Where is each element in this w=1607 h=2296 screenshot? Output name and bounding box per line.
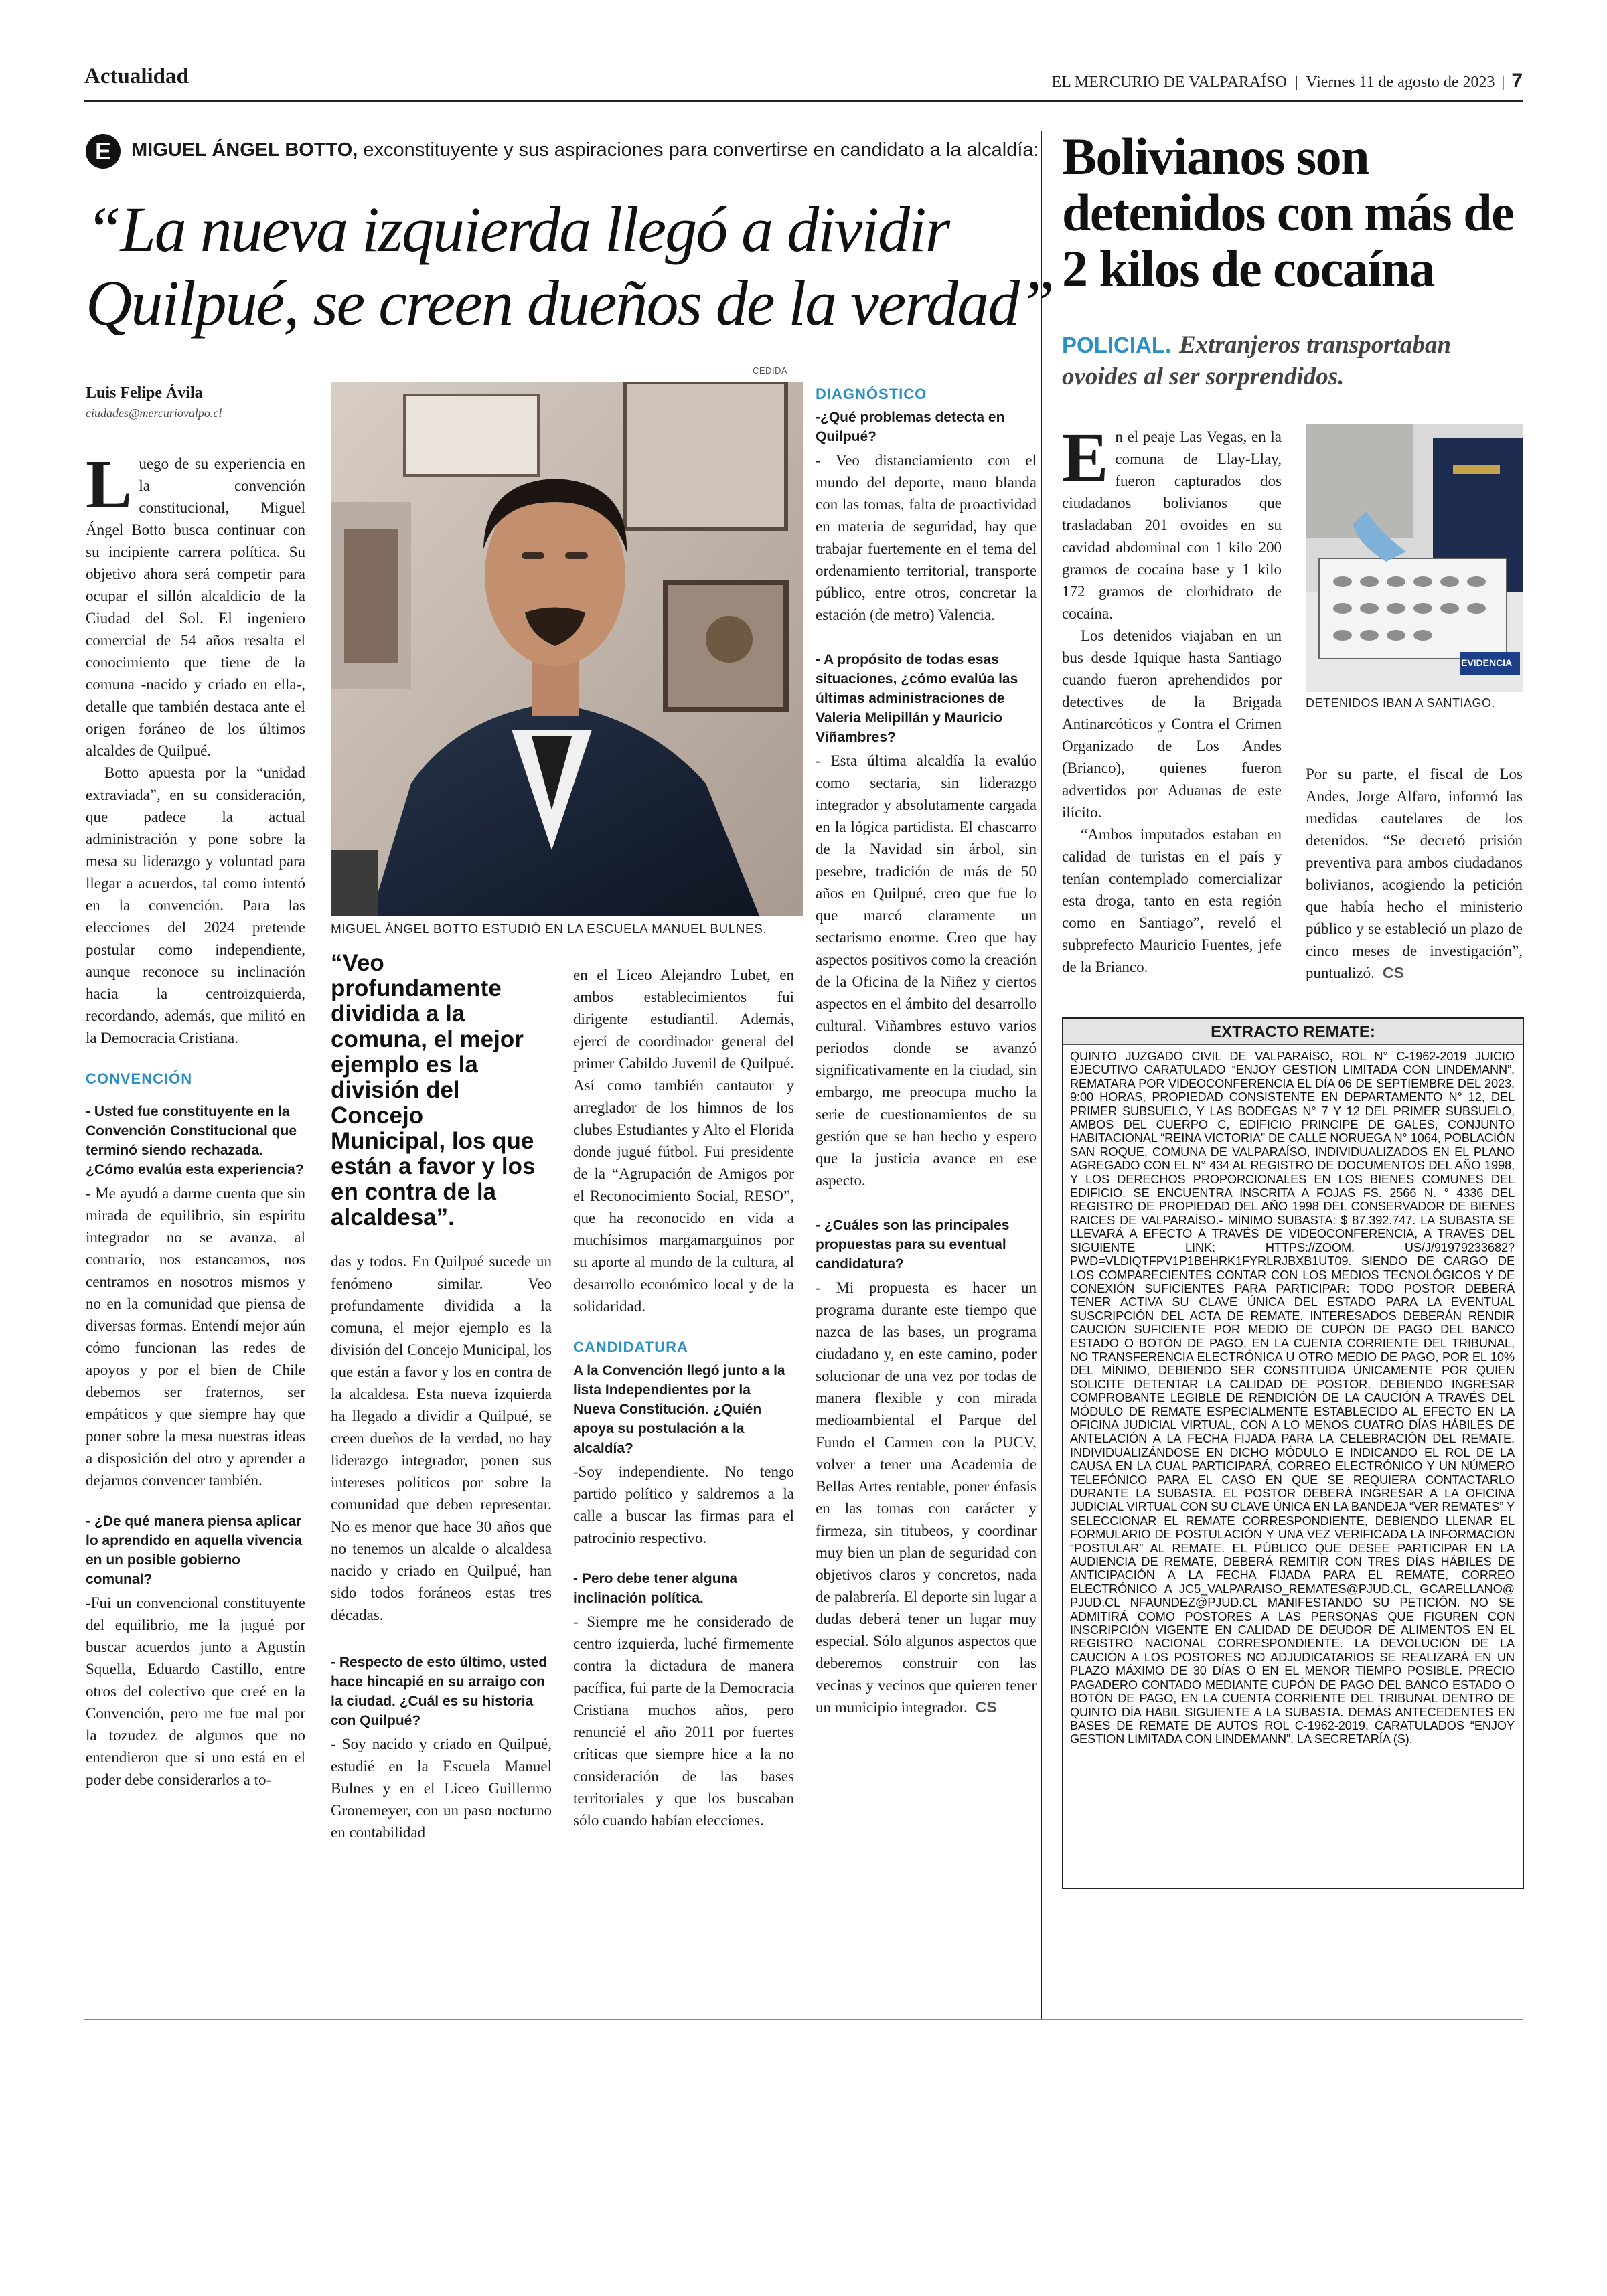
article-column-1 bbox=[86, 446, 305, 1791]
kicker-line bbox=[86, 134, 1037, 174]
side-photo-caption: DETENIDOS IBAN A SANTIAGO. bbox=[1306, 696, 1496, 710]
interview-answer: en el Liceo Alejandro Lubet, en ambos establecimientos fui dirigente estudiantil. Además, ejercí de coordinador general del primer Cabildo Juvenil de Quilpué. Así como también cantautor y arreglador de los himnos de los clubes Estudiantes y Alto el Florida donde jugué fútbol. Fui presidente de la “Agrupación de Amigos por el Reconocimiento Social, RESO”, que ha reconocido en vida a muchísimos margamarguinos por su aporte al mundo de la cultura, al desarrollo económico local y de la solidaridad. bbox=[573, 967, 794, 1315]
side-column-1 bbox=[1062, 419, 1282, 978]
interview-answer: - Mi propuesta es hacer un programa durante este tiempo que nazca de las bases, un programa ciudadano y, en este camino, poder solucionar de una vez por todas de manera flexible y con mirada medioambiental el Parque del Fundo el Carmen con la PUCV, volver a tener una Academia de Bellas Artes rentable, poner énfasis en las tomas con carácter y firmeza, sin titubeos, y coordinar muy bien un plan de seguridad con objetivos claros y concretos, nada de palabrería. El deporte sin lugar a dudas deberá tener un lugar muy especial. Sólo algunos aspectos que deberemos construir con las vecinas y vecinos que quieren tener un municipio integrador. CS bbox=[816, 1279, 1037, 1716]
interview-answer: das y todos. En Quilpué sucede un fenómeno similar. Veo profundamente dividida a la comuna, el mejor ejemplo es la división del Concejo Municipal, los que están a favor y los en contra de la alcaldesa. Esta nueva izquierda ha llegado a dividir a Quilpué, se creen dueños de la verdad, no hay liderazgo integrador, ponen sus intereses políticos por sobre la comunidad que deben representar. No es menor que hace 30 años que no tenemos un alcalde o alcaldesa nacido y criado en Quilpué, han sido todos foráneos estas tres décadas. bbox=[331, 1253, 552, 1623]
paragraph: Botto apuesta por la “unidad extraviada”, en su consideración, que padece la actual administración y pone sobre la mesa su liderazgo y voluntad para llegar a acuerdos, tal como intentó en la convención. Para las elecciones del 2024 pretende postular como independiente, aunque reconoce su inclinación hacia la centroizquierda, recordando, además, que militó en la Democracia Cristiana. bbox=[86, 764, 305, 1046]
interview-answer: - Siempre me he considerado de centro izquierda, luché firmemente contra la dictadura de manera pacífica, fui parte de la Democracia Cristiana muchos años, pero renuncié el año 2011 por fuertes críticas que siempre hice a la no consideración de las bases territoriales y que los buscaban sólo cuando habían elecciones. bbox=[573, 1613, 794, 1829]
column-divider bbox=[1041, 131, 1042, 2019]
article-column-3 bbox=[573, 964, 794, 1831]
author-name: Luis Felipe Ávila bbox=[86, 384, 203, 402]
section-head-convencion: CONVENCIÓN bbox=[86, 1070, 193, 1087]
end-mark: CS bbox=[1382, 964, 1404, 981]
side-deck bbox=[1062, 329, 1524, 392]
interview-answer: - Me ayudó a darme cuenta que sin mirada de equilibrio, sin espíritu integrador no se avanza, al contrario, nos estancamos, nos centramos en nosotros mismos y no en la comunidad que piensa de diversas formas. Entendí mejor aún cómo funcionan las redes de apoyos y por el bien de Chile debemos ser fraternos, ser empáticos y que siempre hay que poner sobre la mesa nuestras ideas a disposición del otro y aprender a dejarnos convencer también. bbox=[86, 1185, 305, 1489]
masthead-line: EL MERCURIO DE VALPARAÍSO | Viernes 11 de agosto de 2023 | 7 bbox=[1051, 70, 1523, 92]
interview-answer: - Esta última alcaldía la evalúo como sectaria, sin liderazgo integrador y absolutamente cargada en la lógica partidista. El chascarro de la Navidad sin árbol, sin pesebre, tradición de más de 50 años en Quilpué, creo que fue lo que marcó claramente un sectarismo enorme. Creo que hay aspectos positivos como la creación de la Oficina de la Niñez y ciertos aspectos en el ámbito del desarrollo cultural. Viñambres estuvo varios periodos donde se avanzó significativamente en la ciudad, sin embargo, me preocupa mucho la serie de cuestionamientos de su gestión que se han hecho y espero que la justicia avance en ese aspecto. bbox=[816, 752, 1037, 1189]
headline-line-2: Quilpué, se creen dueños de la verdad” bbox=[86, 267, 1053, 339]
interview-question: - Pero debe tener alguna inclinación política. bbox=[573, 1571, 738, 1606]
side-headline: Bolivianos son detenidos con más de 2 kilos de cocaína bbox=[1062, 127, 1514, 298]
page-number: 7 bbox=[1511, 70, 1523, 92]
headline-line-1: “La nueva izquierda llegó a dividir bbox=[86, 193, 949, 265]
photo-credit: CEDIDA bbox=[753, 365, 788, 376]
footer-rule bbox=[84, 2019, 1523, 2020]
lead-paragraph: Luego de su experiencia en la convención constitucional, Miguel Ángel Botto busca continuar con su incipiente carrera política. Su objetivo ahora será competir para ocupar el sillón alcaldicio de la Ciudad del Sol. El ingeniero comercial de 54 años resalta el conocimiento que tiene de la comuna -nacido y criado en ella-, detalle que también destaca ante el origen foráneo de los últimos alcaldes de Quilpué. bbox=[86, 446, 305, 759]
side-paragraph: “Ambos imputados estaban en calidad de turistas en el país y tenían contemplado comercializar esta droga, tanto en esta región como en Santiago”, reveló el subprefecto Mauricio Fuentes, jefe de la Brianco. bbox=[1062, 826, 1282, 975]
evidence-label: EVIDENCIA bbox=[1461, 657, 1513, 668]
main-headline bbox=[86, 193, 1063, 340]
drop-cap: L bbox=[86, 446, 133, 523]
interview-question: - Respecto de esto último, usted hace hincapié en su arraigo con la ciudad. ¿Cuál es su historia con Quilpué? bbox=[331, 1655, 548, 1728]
section-label: Actualidad bbox=[84, 64, 189, 88]
interview-answer: - Veo distanciamiento con el mundo del deporte, mano blanda con las tomas, falta de proactividad en materia de seguridad, hay que trabajar fuertemente en el tema del ordenamiento territorial, transporte público, entre otros, concretar la estación (de metro) Valencia. bbox=[816, 452, 1037, 623]
paper-name: EL MERCURIO DE VALPARAÍSO bbox=[1051, 74, 1287, 91]
side-kicker: POLICIAL. bbox=[1062, 333, 1172, 357]
kicker-name: MIGUEL ÁNGEL BOTTO, bbox=[131, 139, 358, 161]
side-column-2 bbox=[1306, 763, 1523, 984]
interview-question: - ¿Cuáles son las principales propuestas para su eventual candidatura? bbox=[816, 1218, 1010, 1272]
side-drop-cap: E bbox=[1062, 419, 1109, 496]
legal-notice-body: QUINTO JUZGADO CIVIL DE VALPARAÍSO, ROL N° C-1962-2019 JUICIO EJECUTIVO CARATULADO “ENJOY GESTION LIMITADA CON LINDEMANN”, REMATARA POR VIDEOCONFERENCIA EL DÍA 06 DE SEPTIEMBRE DEL 2023, 9:00 HORAS, PROPIEDAD CONSISTENTE EN DEPARTAMENTO N° 12, DEL PRIMER SUBSUELO, Y LAS BODEGAS N° 7 Y 12 DEL PRIMER SUBSUELO, AMBOS DEL CUERPO C, EDIFICIO PRINCIPE DE GALES, CONJUNTO HABITACIONAL “REINA VICTORIA” DE CALLE NORUEGA N° 1064, POBLACIÓN SAN ROQUE, COMUNA DE VALPARAÍSO, INDIVIDUALIZADOS EN EL PLANO AGREGADO CON EL N° 434 AL REGISTRO DE DOCUMENTOS DEL AÑO 1998, Y LOS DERECHOS PROPORCIONALES EN LOS BIENES COMUNES DEL EDIFICIO. SE ENCUENTRA INSCRITA A FOJAS FS. 2566 N. ° 4336 DEL REGISTRO DE PROPIEDAD DEL AÑO 1998 DEL CONSERVADOR DE BIENES RAICES DE VALPARAÍSO.- MÍNIMO SUBASTA: $ 87.392.747. LA SUBASTA SE LLEVARÁ A EFECTO A TRAVÉS DE VIDEOCONFERENCIA, A TRAVES DEL SIGUIENTE LINK: HTTPS://ZOOM. US/J/91979233682? PWD=VLDIQTFPV1P1BEHRK1FYRLRJBXB1UT09. SIENDO DE CARGO DE LOS COMPARECIENTES CONTAR CON LOS MEDIOS TECNOLÓGICOS Y DE CONEXIÓN SUFICIENTES PARA PARTICIPAR: TODO POSTOR DEBERÁ TENER ACTIVA SU CLAVE ÚNICA DEL ESTADO PARA LA EVENTUAL SUSCRIPCIÓN DEL ACTA DE REMATE. INTERESADOS DEBERÁN RENDIR CAUCIÓN SUFICIENTE POR MEDIO DE CUPÓN DE PAGO DEL BANCO ESTADO O BOTÓN DE PAGO, EN LA CUENTA CORRIENTE DEL TRIBUNAL, NO TRANSFERENCIA ELECTRÓNICA U OTRO MEDIO DE PAGO, POR EL 10% DEL MÍNIMO, DEBIENDO SER CONSTITUIDA ÚNICAMENTE POR QUIEN SOLICITE DETENTAR LA CALIDAD DE POSTOR. DEBIENDO INGRESAR COMPROBANTE LEGIBLE DE RENDICIÓN DE LA CAUCIÓN A TRAVÉS DEL MÓDULO DE REMATE ESPECIALMENTE ESTABLECIDO AL EFECTO EN LA OFICINA JUDICIAL VIRTUAL, CON A LO MENOS CUATRO DÍAS HÁBILES DE ANTELACIÓN A LA FECHA FIJADA PARA LA CELEBRACIÓN DEL REMATE, INDIVIDUALIZÁNDOSE EN DICHO MÓDULO E INDICANDO EL ROL DE LA CAUSA EN LA CUAL PARTICIPARÁ, CORREO ELECTRÓNICO Y UN NÚMERO TELEFÓNICO PARA EL CASO EN QUE SE REQUIERA CONTACTARLO DURANTE LA SUBASTA. EL POSTOR DEBERÁ INGRESAR A LA OFICINA JUDICIAL VIRTUAL CON SU CLAVE ÚNICA EN LA BANDEJA “VER REMATES” Y SELECCIONAR EL REMATE CORRESPONDIENTE, DEBIENDO LLENAR EL FORMULARIO DE POSTULACIÓN Y UNA VEZ VERIFICADA LA INFORMACIÓN “POSTULAR” AL REMATE. EL PÚBLICO QUE DESEE PARTICIPAR EN LA AUDIENCIA DE REMATE, DEBERÁ REMITIR CON TRES DÍAS HÁBILES DE ANTICIPACIÓN A LA FECHA FIJADA PARA EL REMATE, CORREO ELECTRÓNICO A JC5_VALPARAISO_REMATES@PJUD.CL, GCARELLANO@ PJUD.CL NFAUNDEZ@PJUD.CL MANIFESTANDO SU PETICIÓN. NO SE ADMITIRÁ COMO POSTORES A LAS PERSONAS QUE FIGUREN CON INSCRIPCIÓN VIGENTE EN CALIDAD DE DEUDOR DE ALIMENTOS EN EL REGISTRO NACIONAL CORRESPONDIENTE. LA DEVOLUCIÓN DE LA CAUCIÓN A LOS POSTORES NO ADJUDICATARIOS SE REALIZARÁ EN UN PLAZO MÁXIMO DE 30 DÍAS O EN EL MENOR TIEMPO POSIBLE. PRECIO PAGADERO CONTADO MEDIANTE CUPÓN DE PAGO DEL BANCO ESTADO O BOTÓN DE PAGO, EN LA CUENTA CORRIENTE DEL TRIBUNAL DENTRO DE QUINTO DÍA HÁBIL SIGUIENTE A LA SUBASTA. DEMÁS ANTECEDENTES EN BASES DE REMATE DE AUTOS ROL C-1962-2019, CARATULADOS “ENJOY GESTION LIMITADA CON LINDEMANN”. LA SECRETARÍA (S). bbox=[1070, 1050, 1515, 1746]
side-photo bbox=[1306, 424, 1523, 692]
side-lead: En el peaje Las Vegas, en la comuna de Llay-Llay, fueron capturados dos ciudadanos bolivianos que trasladaban 201 ovoides en su cavidad abdominal con 1 kilo 200 gramos de cocaína base y 1 kilo 172 gramos de clorhidrato de cocaína. bbox=[1062, 419, 1282, 622]
section-head-candidatura: CANDIDATURA bbox=[573, 1339, 688, 1356]
legal-notice-title: EXTRACTO REMATE: bbox=[1211, 1023, 1375, 1041]
side-paragraph: Por su parte, el fiscal de Los Andes, Jorge Alfaro, informó las medidas cautelares de los detenidos. “Se decretó prisión preventiva para ambos ciudadanos bolivianos, acogiendo la petición que había hecho el ministerio público y se estableció un plazo de cinco meses de investigación”, puntualizó. CS bbox=[1306, 766, 1523, 981]
photo-caption: MIGUEL ÁNGEL BOTTO ESTUDIÓ EN LA ESCUELA MANUEL BULNES. bbox=[331, 922, 767, 936]
interview-answer: -Soy independiente. No tengo partido político y saldremos a la calle a buscar las firmas para el patrocinio respectivo. bbox=[573, 1463, 794, 1546]
article-column-4 bbox=[816, 383, 1037, 1718]
interview-answer: - Soy nacido y criado en Quilpué, estudié en la Escuela Manuel Bulnes y en el Liceo Guillermo Gronemeyer, con un paso nocturno en contabilidad bbox=[331, 1736, 552, 1841]
interview-question: - Usted fue constituyente en la Convención Constitucional que terminó siendo rechazada. ¿Cómo evalúa esta experiencia? bbox=[86, 1104, 304, 1177]
side-paragraph: Los detenidos viajaban en un bus desde Iquique hasta Santiago cuando fueron aprehendidos por detectives de la Brigada Antinarcóticos y Contra el Crimen Organizado de Los Andes (Brianco), quienes fueron advertidos por Aduanas de este ilícito. bbox=[1062, 627, 1282, 821]
section-head-diagnostico: DIAGNÓSTICO bbox=[816, 386, 927, 402]
evidence-illustration bbox=[1306, 424, 1523, 692]
interview-question: - A propósito de todas esas situaciones, ¿cómo evalúa las últimas administraciones de Valeria Melipillán y Mauricio Viñambres? bbox=[816, 652, 1018, 745]
side-deck-text: Extranjeros transportaban ovoides al ser sorprendidos. bbox=[1062, 331, 1452, 390]
pull-quote: “Veo profundamente dividida a la comuna, el mejor ejemplo es la división del Concejo Municipal, los que están a favor y los en contra de la alcaldesa”. bbox=[331, 950, 536, 1230]
article-column-2 bbox=[331, 1250, 552, 1843]
portrait-illustration bbox=[331, 382, 804, 916]
kicker-text: exconstituyente y sus aspiraciones para convertirse en candidato a la alcaldía: bbox=[363, 139, 1039, 161]
byline bbox=[86, 384, 222, 420]
interview-question: -¿Qué problemas detecta en Quilpué? bbox=[816, 410, 1005, 444]
interview-question: - ¿De qué manera piensa aplicar lo aprendido en aquella vivencia en un posible gobierno comunal? bbox=[86, 1513, 303, 1587]
interview-badge: E bbox=[86, 134, 121, 169]
issue-date: Viernes 11 de agosto de 2023 bbox=[1306, 74, 1495, 91]
interview-question: A la Convención llegó junto a la lista Independientes por la Nueva Constitución. ¿Quién apoya su postulación a la alcaldía? bbox=[573, 1363, 785, 1456]
end-mark: CS bbox=[975, 1698, 997, 1716]
portrait-photo bbox=[331, 382, 804, 916]
author-email: ciudades@mercuriovalpo.cl bbox=[86, 406, 222, 420]
header-rule bbox=[84, 100, 1523, 102]
interview-answer: -Fui un convencional constituyente del equilibrio, me la jugué por buscar acuerdos junto a Agustín Squella, Eduardo Castillo, entre otros del colectivo que creé en la Convención, pero me fue mal por la tozudez de algunos que no entendieron que si uno está en el poder debe considerarlos a to- bbox=[86, 1594, 305, 1788]
